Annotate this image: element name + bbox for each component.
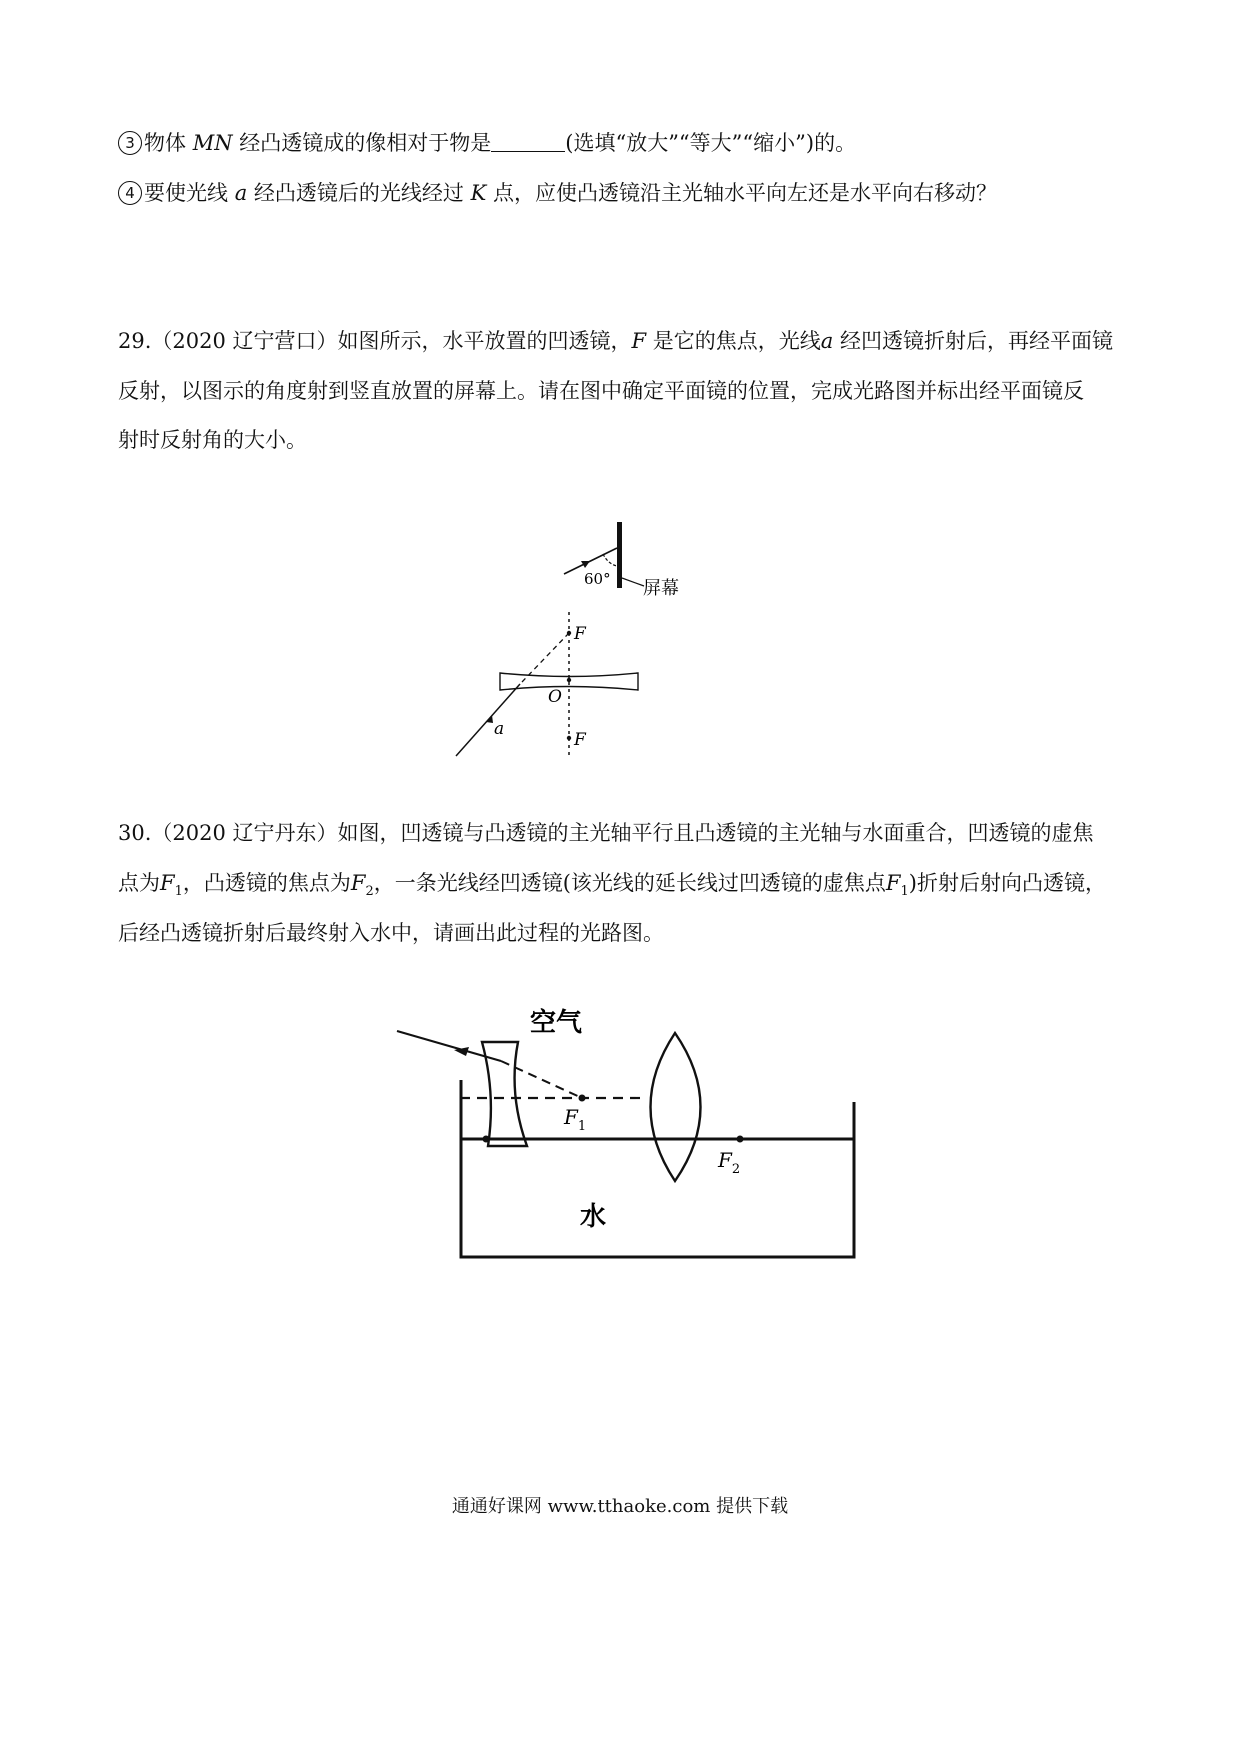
var-k: K — [470, 181, 487, 205]
focus-f1 — [579, 1095, 586, 1102]
focus-label-top: F — [574, 624, 586, 644]
q28-item3 — [118, 128, 856, 158]
subscript: 1 — [900, 884, 909, 900]
var-a: a — [820, 329, 834, 353]
text: 经凸透镜成的像相对于物是 — [239, 131, 492, 155]
text: (选填“放大”“等大”“缩小”)的。 — [565, 131, 857, 155]
focus-f2 — [737, 1136, 744, 1143]
ray-label: a — [494, 719, 505, 739]
text: )折射后射向凸透镜， — [908, 871, 1106, 895]
text: 点为 — [118, 871, 160, 895]
q30-line2 — [118, 868, 1106, 907]
subscript: 1 — [174, 884, 183, 900]
var-a: a — [234, 181, 248, 205]
water-label: 水 — [580, 1202, 607, 1232]
angle-label: 60° — [584, 570, 611, 588]
q28-item4 — [118, 178, 997, 208]
text: 经凸透镜后的光线经过 — [253, 181, 464, 205]
text: 物体 — [144, 131, 186, 155]
text: 经凹透镜折射后，再经平面镜 — [840, 329, 1113, 353]
var-f1: F — [160, 871, 175, 895]
q30-line1: 30.（2020 辽宁丹东）如图，凹透镜与凸透镜的主光轴平行且凸透镜的主光轴与水面重合，凹透镜的虚焦 — [118, 821, 1094, 845]
subscript: 2 — [365, 884, 374, 900]
extension-line — [522, 633, 569, 682]
text: 要使光线 — [144, 181, 228, 205]
text: 点，应使凸透镜沿主光轴水平向左还是水平向右移动？ — [492, 181, 997, 205]
container — [461, 1080, 854, 1257]
text: 是它的焦点，光线 — [652, 329, 821, 353]
q30-line3: 后经凸透镜折射后最终射入水中，请画出此过程的光路图。 — [118, 921, 664, 945]
var-f2: F — [350, 871, 366, 895]
lens-point — [483, 1136, 490, 1143]
screen-label: 屏幕 — [643, 578, 679, 599]
text: ，凸透镜的焦点为 — [182, 871, 351, 895]
incoming-ray — [397, 1031, 501, 1061]
var-mn: MN — [192, 131, 233, 155]
f2-label: $F_2$ — [718, 1148, 741, 1177]
ray-a-arrow — [486, 715, 493, 723]
var-f1: F — [885, 871, 901, 895]
extension-line — [501, 1061, 582, 1098]
answer-blank[interactable] — [491, 133, 565, 152]
air-label: 空气 — [530, 1008, 583, 1038]
focus-point-bottom — [567, 736, 571, 740]
f1-label: $F_1$ — [564, 1105, 587, 1134]
optical-center — [567, 678, 571, 682]
screen-leader — [622, 578, 644, 586]
angle-arc — [603, 554, 617, 566]
footer: 通通好课网 www.tthaoke.com 提供下载 — [451, 1496, 789, 1517]
text: ，一条光线经凹透镜(该光线的延长线过凹透镜的虚焦点 — [373, 871, 886, 895]
q29-line2: 反射，以图示的角度射到竖直放置的屏幕上。请在图中确定平面镜的位置，完成光路图并标出经平面镜反 — [118, 379, 1084, 403]
screen-bar — [617, 522, 622, 588]
focus-label-bottom: F — [574, 730, 586, 750]
var-f: F — [631, 329, 647, 353]
center-label: O — [548, 687, 562, 707]
q29-figure — [440, 516, 679, 761]
circled-number-3: 3 — [118, 131, 142, 155]
q30-figure — [390, 995, 860, 1265]
q29-line3: 射时反射角的大小。 — [118, 428, 307, 452]
text: 29.（2020 辽宁营口）如图所示，水平放置的凹透镜， — [118, 329, 632, 353]
convex-lens — [651, 1033, 701, 1181]
circled-number-4: 4 — [118, 181, 142, 205]
q29-line1 — [118, 326, 1113, 356]
